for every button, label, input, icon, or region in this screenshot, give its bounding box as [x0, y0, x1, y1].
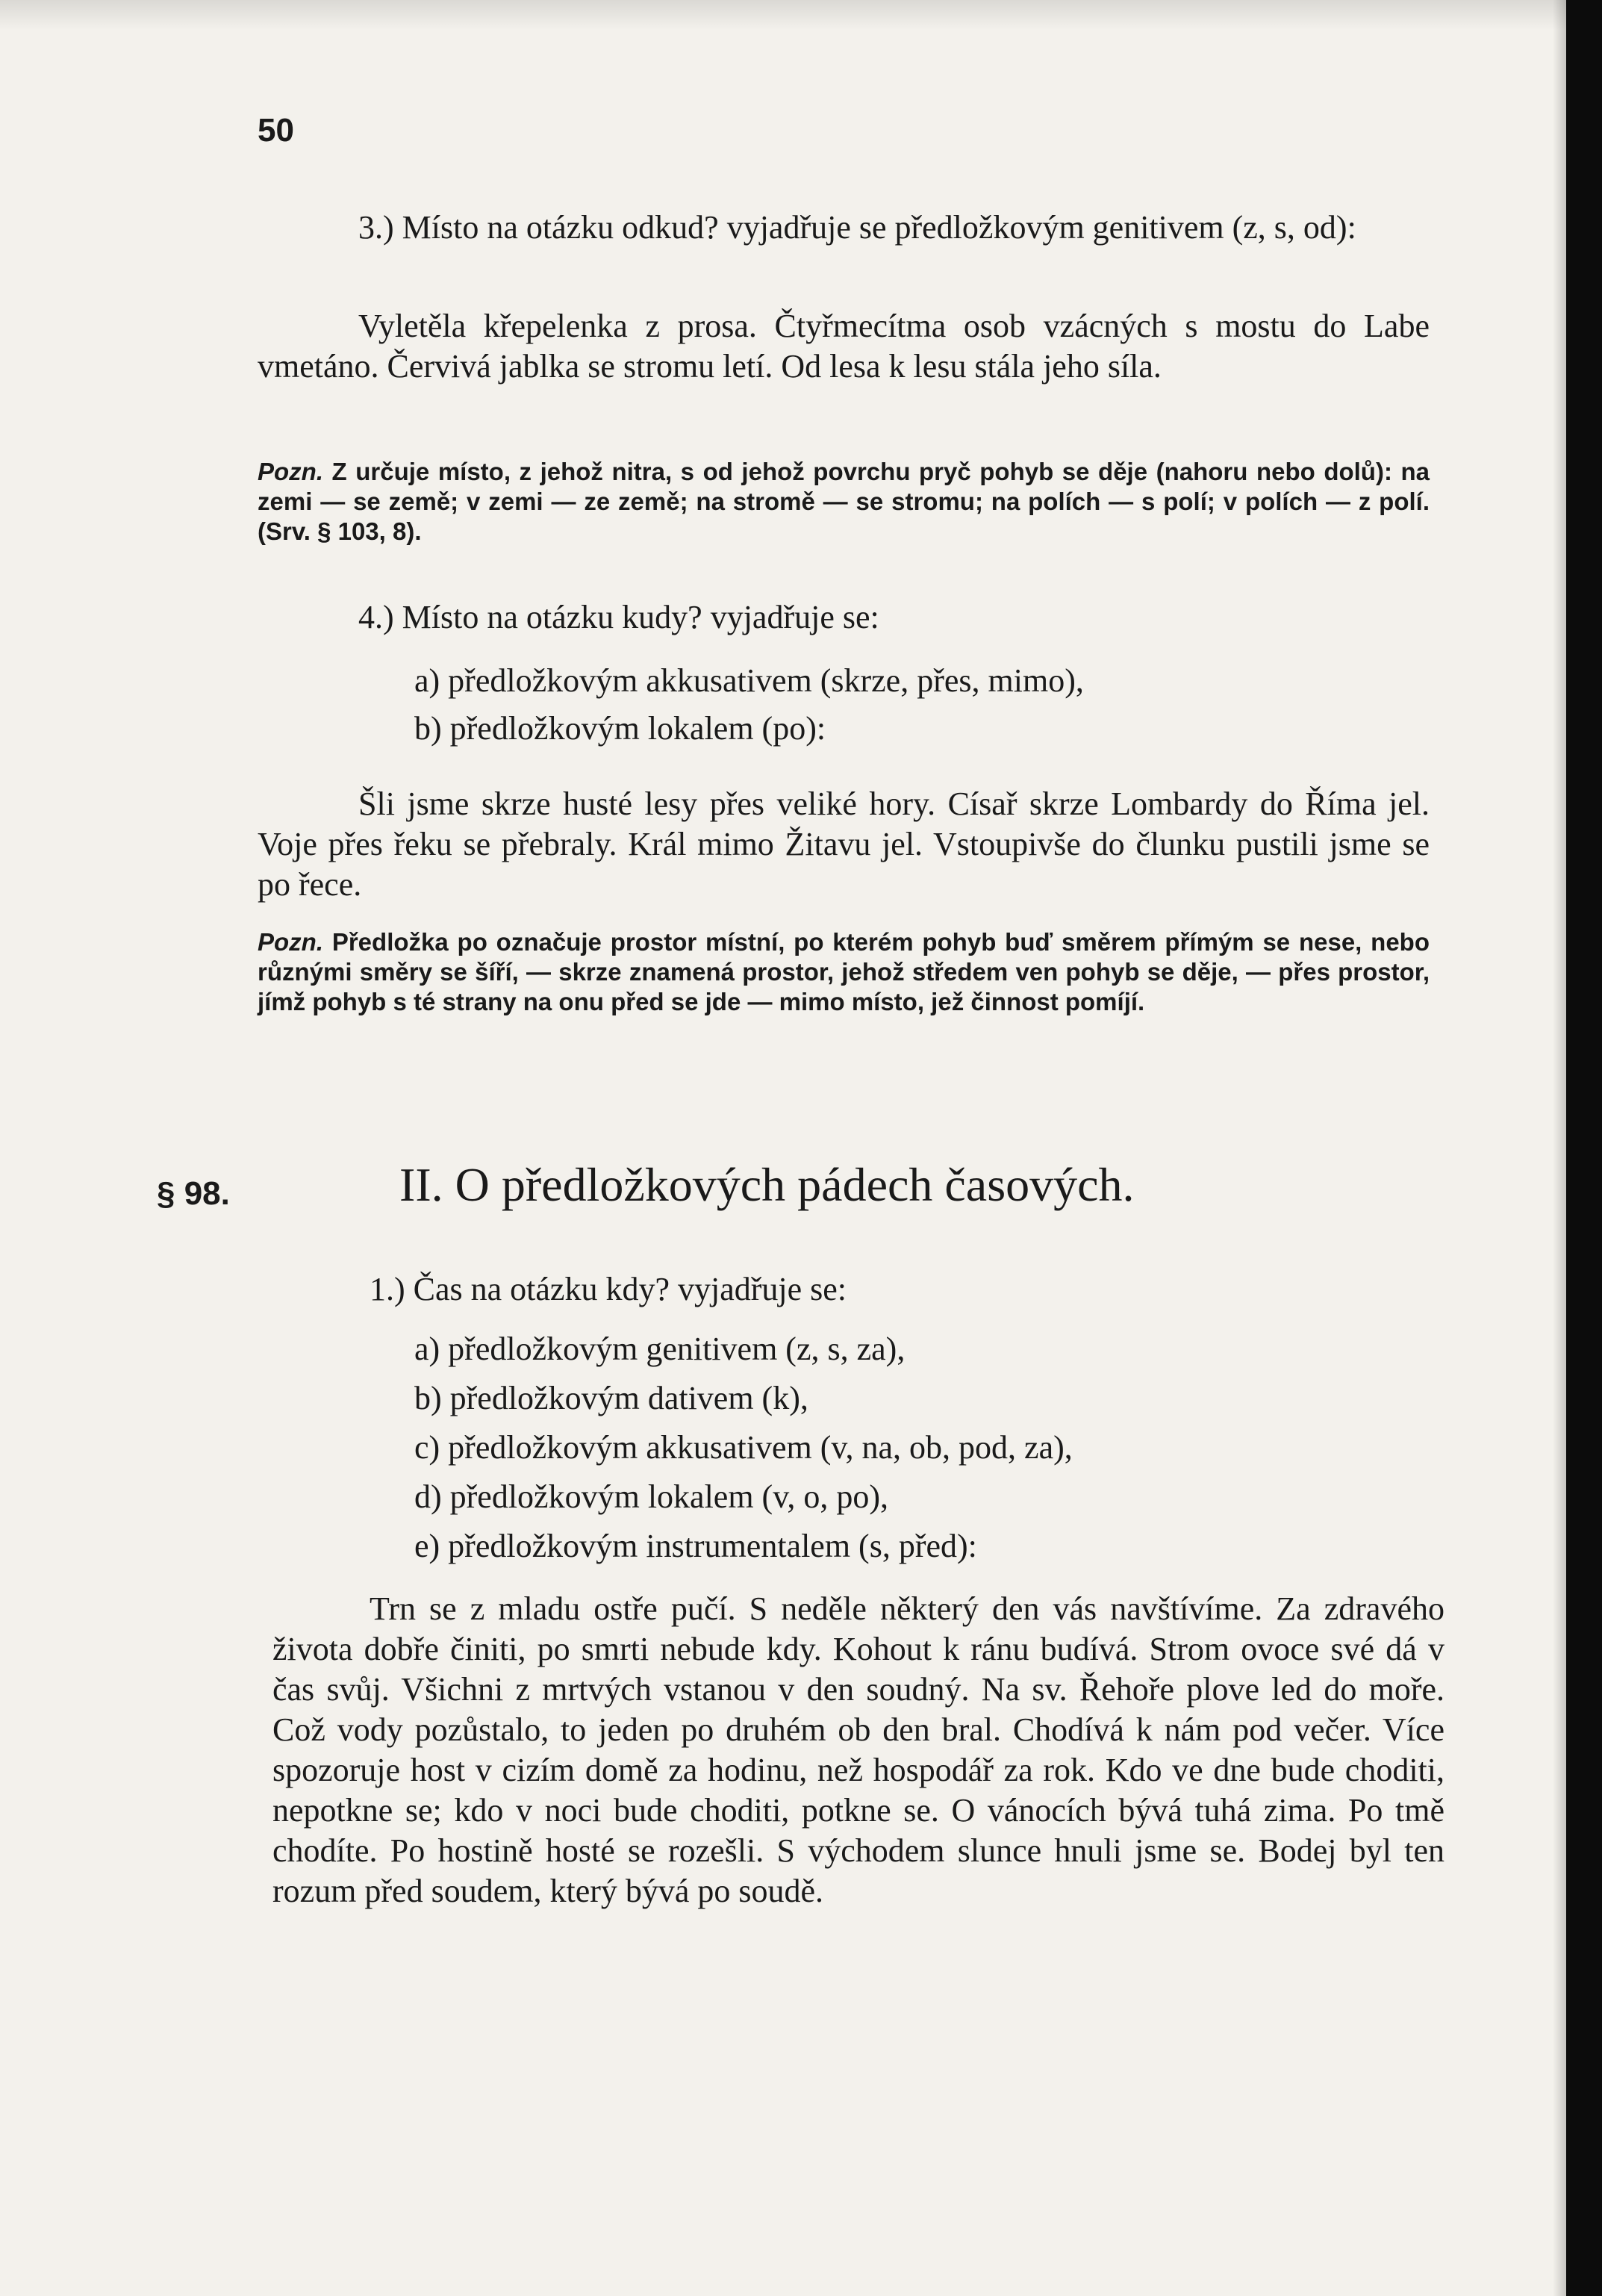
time-section-examples-block: [272, 1589, 1444, 1911]
section-3-examples-block: [258, 306, 1430, 387]
note-text: Předložka po označuje prostor místní, po kterém pohyb buď směrem přímým se nese, nebo různými směry se šíří, — skrze znamená prostor, jehož středem ven pohyb se děje, — přes prostor, jímž pohyb s té strany na onu před se jde — mimo místo, jež činnost pomíjí.: [258, 928, 1430, 1015]
page-number: 50: [258, 112, 294, 149]
time-section-examples: Trn se z mladu ostře pučí. S neděle některý den vás navštívíme. Za zdravého života dobře činiti, po smrti nebude kdy. Kohout k ránu budívá. Strom ovoce své dá v čas svůj. Všichni z mrtvých vstanou v den soudný. Na sv. Řehoře plove led do moře. Což vody pozůstalo, to jeden po druhém ob den bral. Chodívá k nám pod večer. Více spozoruje host v cizím domě za hodinu, než hospodář za rok. Kdo ve dne bude choditi, nepotkne se; kdo v noci bude choditi, potkne se. O vánocích bývá tuhá zima. Po tmě chodíte. Po hostině hosté se rozešli. S východem slunce hnuli jsme se. Bodej byl ten rozum před soudem, který bývá po soudě.: [272, 1590, 1444, 1909]
section-4-note: [258, 927, 1430, 1017]
note-label: Pozn.: [258, 458, 323, 485]
note-label: Pozn.: [258, 928, 323, 956]
list-item: a) předložkovým akkusativem (skrze, přes, mimo),: [414, 662, 1084, 699]
time-section-intro: 1.) Čas na otázku kdy? vyjadřuje se:: [370, 1271, 847, 1307]
time-section: [258, 1269, 1430, 1310]
time-section-list: [258, 1329, 1430, 1567]
section-3: [258, 208, 1430, 248]
list-item: a) předložkovým genitivem (z, s, za),: [414, 1331, 906, 1367]
note-text: Z určuje místo, z jehož nitra, s od jehož povrchu pryč pohyb se děje (nahoru nebo dolů): na zemi — se země; v zemi — ze země; na stromě — se stromu; na polích — s polí; v polích — z polí. (Srv. § 103, 8).: [258, 458, 1430, 545]
list-item: b) předložkovým dativem (k),: [414, 1380, 808, 1416]
chapter-heading-row: [157, 1157, 1426, 1225]
list-item: d) předložkovým lokalem (v, o, po),: [414, 1478, 888, 1515]
section-4-examples: Šli jsme skrze husté lesy přes veliké hory. Císař skrze Lombardy do Říma jel. Voje přes řeku se přebraly. Král mimo Žitavu jel. Vstoupivše do člunku pustili jsme se po řece.: [258, 785, 1430, 903]
chapter-title: II. O předložkových pádech časových.: [399, 1158, 1135, 1211]
section-3-note-paragraph: [258, 457, 1430, 547]
section-number: § 98.: [157, 1175, 230, 1212]
scan-border: [1566, 0, 1602, 2296]
list-item: e) předložkovým instrumentalem (s, před):: [414, 1528, 977, 1564]
section-3-examples: Vyletěla křepelenka z prosa. Čtyřmecítma osob vzácných s mostu do Labe vmetáno. Červivá jablka se stromu letí. Od lesa k lesu stála jeho síla.: [258, 308, 1430, 385]
section-4-intro: 4.) Místo na otázku kudy? vyjadřuje se:: [358, 599, 879, 635]
section-3-intro: 3.) Místo na otázku odkud? vyjadřuje se předložkovým genitivem (z, s, od):: [358, 209, 1356, 246]
section-4-note-paragraph: [258, 927, 1430, 1017]
list-item: b) předložkovým lokalem (po):: [414, 710, 826, 747]
list-item: c) předložkovým akkusativem (v, na, ob, pod, za),: [414, 1429, 1073, 1466]
section-4: [258, 597, 1430, 638]
section-4-list: [258, 661, 1430, 749]
section-4-examples-block: [258, 784, 1430, 905]
section-3-note: [258, 457, 1430, 547]
